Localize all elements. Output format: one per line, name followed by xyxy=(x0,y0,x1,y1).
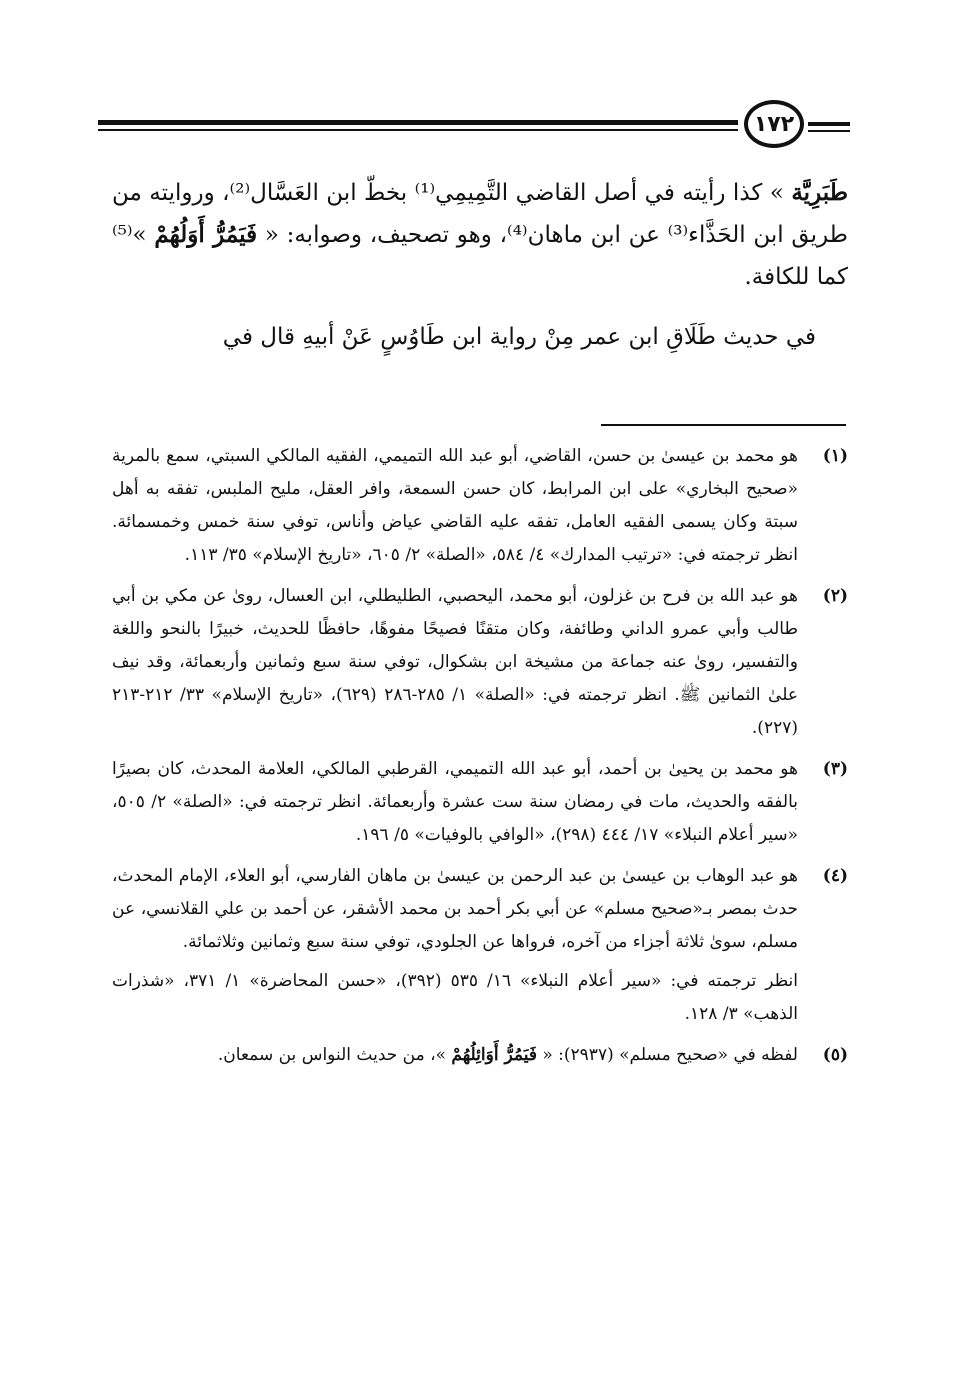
correct-form: فَيَمُرُّ أَوَلُهُمْ xyxy=(154,221,258,248)
page-header xyxy=(98,98,850,158)
header-rule-thin xyxy=(98,129,738,131)
footnote-5 xyxy=(112,1039,848,1072)
footnote-4 xyxy=(112,860,848,1031)
footnote-quoted-text: فَيَمُرُّ أَوَائِلُهُمْ xyxy=(451,1045,537,1065)
footnote-text xyxy=(112,1039,798,1072)
main-paragraph-2: في حديث طَلَاقِ ابن عمر مِنْ رواية ابن طَاوُسٍ عَنْ أبيهِ قال في xyxy=(222,324,816,350)
footnote-3 xyxy=(112,753,848,852)
footnote-1 xyxy=(112,440,848,572)
footnote-text: هو محمد بن عيسىٰ بن حسن، القاضي، أبو عبد الله التميمي، الفقيه المالكي السبتي، سمع بالمرية «صحيح البخاري» على ابن المرابط، كان حسن السمعة، وافر العقل، مليح الملبس، تفقه به أهل سبتة وكان يسمى الفقيه العامل، تفقه عليه القاضي عياض وأناس، توفي سنة خمس وخمسمائة. انظر ترجمته في: «ترتيب المدارك» ٤/ ٥٨٤، «الصلة» ٢/ ٦٠٥، «تاريخ الإسلام» ٣٥/ ١١٣. xyxy=(112,446,798,565)
footnote-text: هو عبد الله بن فرح بن غزلون، أبو محمد، اليحصبي، الطليطلي، ابن العسال، روىٰ عن مكي بن أبي طالب وأبي عمرو الداني وطائفة، وكان متقنًا فصيحًا مفوهًا، حافظًا للحديث، خبيرًا بالنحو واللغة والتفسير، روىٰ عنه جماعة من مشيخة ابن بشكوال، توفي سنة سبع وثمانين وأربعمائة، وقد نيف علىٰ الثمانين ﷺ. انظر ترجمته في: «الصلة» ١/ ٢٨٥-٢٨٦ (٦٢٩)، «تاريخ الإسلام» ٣٣/ ٢١٢-٢١٣ (٢٢٧). xyxy=(112,586,798,738)
header-rule-right-thin xyxy=(808,130,850,132)
footnote-number: (٢) xyxy=(822,586,848,606)
footnote-text-post: »، من حديث النواس بن سمعان. xyxy=(217,1045,452,1065)
footnote-text-pre: لفظه في «صحيح مسلم» (٢٩٣٧): « xyxy=(536,1045,798,1065)
page-number: ١٧٢ xyxy=(744,100,804,148)
footnote-number: (٥) xyxy=(822,1045,848,1065)
footnote-text: هو عبد الوهاب بن عيسىٰ بن عبد الرحمن بن عيسىٰ بن ماهان الفارسي، أبو العلاء، الإمام المحدث، حدث بمصر بـ«صحيح مسلم» عن أبي بكر أحمد بن محمد الأشقر، عن أحمد بن علي القلانسي، عن مسلم، سوىٰ ثلاثة أجزاء من آخره، فرواها عن الجلودي، توفي سنة سبع وثمانين وثلاثمائة. xyxy=(112,866,798,952)
footnote-number: (٣) xyxy=(822,759,848,779)
footnote-text: انظر ترجمته في: «سير أعلام النبلاء» ١٦/ ٥٣٥ (٣٩٢)، «حسن المحاضرة» ١/ ٣٧١، «شذرات الذهب» ٣/ ١٢٨. xyxy=(112,971,798,1024)
paragraph-tail: »⁽⁵⁾ كما للكافة. xyxy=(112,222,848,290)
header-rule-right xyxy=(808,122,850,126)
quote-close: » xyxy=(762,180,792,206)
footnote-separator xyxy=(601,424,846,426)
main-paragraph-1 xyxy=(112,172,848,298)
paragraph-text: كذا رأيته في أصل القاضي التَّمِيمِي⁽¹⁾ بخطّ ابن العَسَّال⁽²⁾، وروايته من طريق ابن الحَذَّاء⁽³⁾ عن ابن ماهان⁽⁴⁾، وهو تصحيف، وصوابه: « xyxy=(112,180,848,248)
footnote-number: (١) xyxy=(822,446,848,466)
header-rule-thick xyxy=(98,120,738,125)
footnote-number: (٤) xyxy=(822,866,848,886)
footnotes xyxy=(112,440,848,1080)
main-text xyxy=(112,172,848,358)
footnote-text: هو محمد بن يحيىٰ بن أحمد، أبو عبد الله التميمي، القرطبي المالكي، العلامة المحدث، كان بصيرًا بالفقه والحديث، مات في رمضان سنة ست عشرة وأربعمائة. انظر ترجمته في: «الصلة» ٢/ ٥٠٥، «سير أعلام النبلاء» ١٧/ ٤٤٤ (٢٩٨)، «الوافي بالوفيات» ٥/ ١٩٦. xyxy=(112,759,798,845)
footnote-2 xyxy=(112,580,848,745)
headword: طَبَرِيَّة xyxy=(791,179,849,206)
